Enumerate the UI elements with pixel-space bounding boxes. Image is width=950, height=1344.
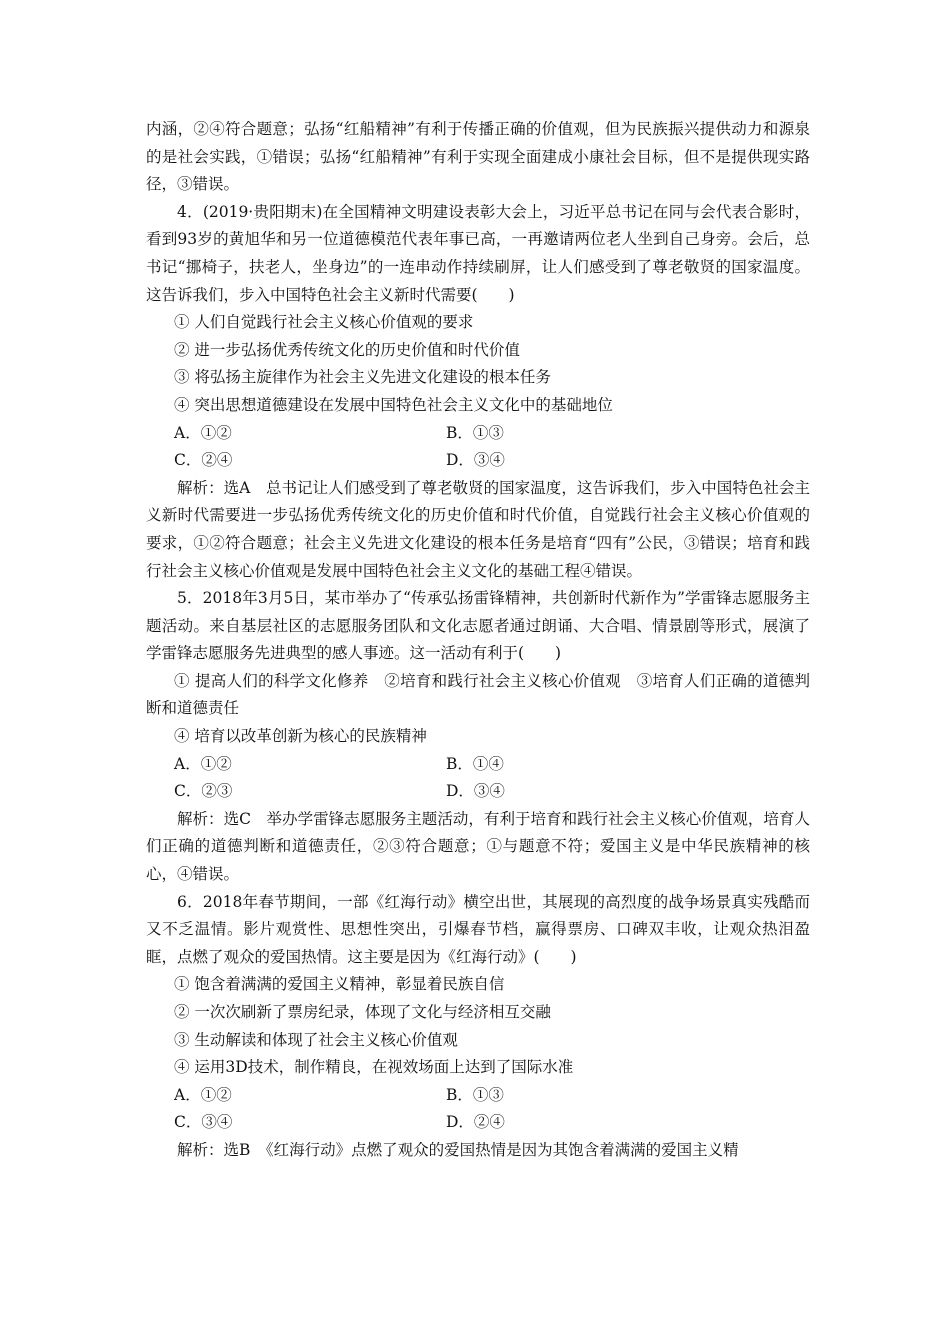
question-6-options-row-1 — [146, 1082, 810, 1110]
question-6-answer: 解析：选B 《红海行动》点燃了观众的爱国热情是因为其饱含着满满的爱国主义精 — [177, 1140, 739, 1159]
answer-continuation: 内涵，②④符合题意；弘扬“红船精神”有利于传播正确的价值观，但为民族振兴提供动力和源泉的是社会实践，①错误；弘扬“红船精神”有利于实现全面建成小康社会目标，但不是提供现实路径，③错误。 — [146, 120, 810, 194]
question-6-statement-4: ④ 运用3D技术，制作精良，在视效场面上达到了国际水准 — [174, 1058, 574, 1077]
question-6-statement-3: ③ 生动解读和体现了社会主义核心价值观 — [174, 1030, 458, 1049]
question-6-option-a: A．①② — [174, 1085, 232, 1104]
question-5-options-row-1 — [146, 751, 810, 779]
question-4-options-row-2 — [146, 447, 810, 475]
question-6-statement-1: ① 饱含着满满的爱国主义精神，彰显着民族自信 — [174, 975, 505, 994]
question-5-option-a: A．①② — [174, 754, 232, 773]
question-4-statement-2: ② 进一步弘扬优秀传统文化的历史价值和时代价值 — [174, 340, 520, 359]
question-4-statement-1: ① 人们自觉践行社会主义核心价值观的要求 — [174, 313, 474, 332]
question-6-options-row-2 — [146, 1109, 810, 1137]
question-4-options-row-1 — [146, 420, 810, 448]
question-4-statement-4: ④ 突出思想道德建设在发展中国特色社会主义文化中的基础地位 — [174, 395, 613, 414]
question-5-option-c: C．②③ — [174, 782, 233, 801]
question-4-option-b: B．①③ — [446, 423, 504, 442]
question-4-option-d: D．③④ — [446, 451, 505, 470]
question-6-option-b: B．①③ — [446, 1085, 504, 1104]
question-4-option-c: C．②④ — [174, 451, 233, 470]
question-5-option-d: D．③④ — [446, 782, 505, 801]
question-5-answer: 解析：选C 举办学雷锋志愿服务主题活动，有利于培育和践行社会主义核心价值观，培育人们正确的道德判断和道德责任，②③符合题意；①与题意不符；爱国主义是中华民族精神的核心，④错误。 — [146, 809, 810, 884]
question-6-statement-2: ② 一次次刷新了票房纪录，体现了文化与经济相互交融 — [174, 1003, 551, 1021]
question-5-statements-1-3: ① 提高人们的科学文化修养 ②培育和践行社会主义核心价值观 ③培育人们正确的道德判断和道德责任 — [146, 671, 810, 718]
question-5-options-row-2 — [146, 778, 810, 806]
question-6-option-d: D．②④ — [446, 1113, 505, 1132]
question-6-option-c: C．③④ — [174, 1113, 233, 1132]
question-5-stem: 5．2018年3月5日，某市举办了“传承弘扬雷锋精神，共创新时代新作为”学雷锋志愿服务主题活动。来自基层社区的志愿服务团队和文化志愿者通过朗诵、大合唱、情景剧等形式，展演了学雷锋志愿服务先进典型的感人事迹。这一活动有利于( ) — [146, 589, 810, 663]
question-5-statement-4: ④ 培育以改革创新为核心的民族精神 — [174, 727, 427, 746]
question-4-answer: 解析：选A 总书记让人们感受到了尊老敬贤的国家温度，这告诉我们，步入中国特色社会主义新时代需要进一步弘扬优秀传统文化的历史价值和时代价值，自觉践行社会主义核心价值观的要求，①②符合题意；社会主义先进文化建设的根本任务是培育“四有”公民，③错误；培育和践行社会主义核心价值观是发展中国特色社会主义文化的基础工程④错误。 — [146, 478, 810, 580]
question-4-stem: 4．(2019·贵阳期末)在全国精神文明建设表彰大会上，习近平总书记在同与会代表合影时，看到93岁的黄旭华和另一位道德模范代表年事已高，一再邀请两位老人坐到自己身旁。会后，总书记“挪椅子，扶老人，坐身边”的一连串动作持续刷屏，让人们感受到了尊老敬贤的国家温度。这告诉我们，步入中国特色社会主义新时代需要( ) — [146, 202, 810, 304]
question-5-option-b: B．①④ — [446, 754, 504, 773]
question-4-statement-3: ③ 将弘扬主旋律作为社会主义先进文化建设的根本任务 — [174, 368, 551, 387]
question-4-option-a: A．①② — [174, 423, 232, 442]
document-page — [146, 116, 810, 1165]
question-6-stem: 6．2018年春节期间，一部《红海行动》横空出世，其展现的高烈度的战争场景真实残酷而又不乏温情。影片观赏性、思想性突出，引爆春节档，赢得票房、口碑双丰收，让观众热泪盈眶，点燃了观众的爱国热情。这主要是因为《红海行动》( ) — [146, 892, 810, 966]
